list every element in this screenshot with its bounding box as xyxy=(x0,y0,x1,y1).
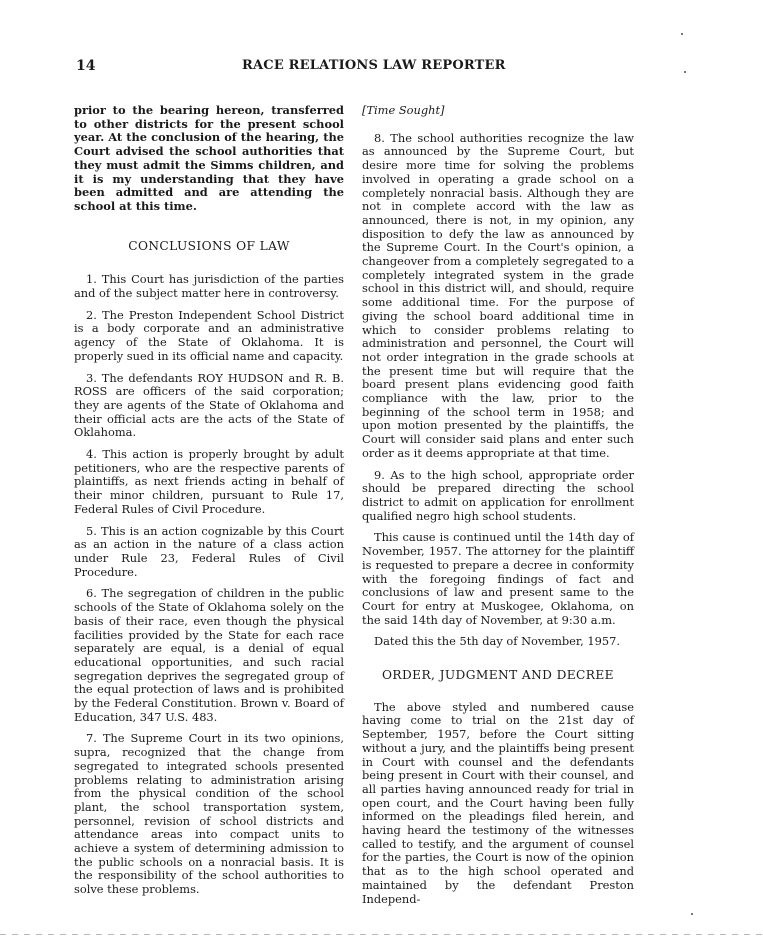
page-number: 14 xyxy=(76,58,96,74)
body-paragraph: 9. As to the high school, appropriate order should be prepared directing the school district to admit on application for enrollment qualified negro high school students. xyxy=(362,467,634,523)
scan-edge-rule xyxy=(0,934,763,935)
intro-paragraph: prior to the bearing hereon, transferred to other districts for the present school year. At the conclusion of the hearing, the Court advised the school authorities that they must admit the Simms children, and it is my understanding that they have been admitted and are attending the school at this time. xyxy=(74,103,344,213)
section-subhead: [Time Sought] xyxy=(362,103,445,117)
conclusion-paragraph: 5. This is an action cognizable by this Court as an action in the nature of a class action under Rule 23, Federal Rules of Civil Procedure. xyxy=(74,523,344,579)
conclusion-paragraph: 6. The segregation of children in the public schools of the State of Oklahoma solely on the basis of their race, even though the physical facilities provided by the State for each race separately are equal, is a denial of equal educational opportunities, and such racial segregation deprives the segregated group of the equal protection of laws and is prohibited by the Federal Constitution. Brown v. Board of Education, 347 U.S. 483. xyxy=(74,586,344,724)
scan-speck xyxy=(691,913,693,915)
body-paragraph: 8. The school authorities recognize the law as announced by the Supreme Court, but desire more time for solving the problems involved in operating a grade school on a completely nonracial basis. Although they are not in complete accord with the law as announced, there is not, in my opinion, any disposition to defy the law as announced by the Supreme Court. In the Court's opinion, a changeover from a completely segregated to a completely integrated system in the grade school in this district will, and should, require some additional time. For the purpose of giving the school board additional time in which to consider problems relating to administration and personnel, the Court will not order integration in the grade schools at the present time but will require that the board present plans evidencing good faith compliance with the law, prior to the beginning of the school term in 1958; and upon motion presented by the plaintiffs, the Court will consider said plans and enter such order as it deems appropriate at that time. xyxy=(362,130,634,460)
right-column xyxy=(362,104,634,914)
running-head: RACE RELATIONS LAW REPORTER xyxy=(242,58,506,73)
conclusion-paragraph: 3. The defendants ROY HUDSON and R. B. ROSS are officers of the said corporation; they are agents of the State of Oklahoma and their official acts are the acts of the State of Oklahoma. xyxy=(74,370,344,440)
conclusions-heading: CONCLUSIONS OF LAW xyxy=(128,238,290,253)
dated-line: Dated this the 5th day of November, 1957. xyxy=(374,634,620,649)
conclusion-paragraph: 4. This action is properly brought by adult petitioners, who are the respective parents of plaintiffs, as next friends acting in behalf of their minor children, pursuant to Rule 17, Federal Rules of Civil Procedure. xyxy=(74,447,344,516)
body-paragraph: This cause is continued until the 14th day of November, 1957. The attorney for the plaintiff is requested to prepare a decree in conformity with the foregoing findings of fact and conclusions of law and present same to the Court for entry at Muskogee, Oklahoma, on the said 14th day of November, at 9:30 a.m. xyxy=(362,530,634,627)
scan-speck xyxy=(684,71,686,73)
order-paragraph: The above styled and numbered cause having come to trial on the 21st day of September, 1957, before the Court sitting without a jury, and the plaintiffs being present in Court with counsel and the defendants being present in Court with their counsel, and all parties having announced ready for trial in open court, and the Court having been fully informed on the pleadings filed herein, and having heard the testimony of the witnesses called to testify, and the argument of counsel for the parties, the Court is now of the opinion that as to the high school operated and maintained by the defendant Preston Independ- xyxy=(362,699,634,906)
conclusion-paragraph: 2. The Preston Independent School District is a body corporate and an administrative agency of the State of Oklahoma. It is properly sued in its official name and capacity. xyxy=(74,307,344,363)
scan-speck xyxy=(681,33,683,35)
order-heading: ORDER, JUDGMENT AND DECREE xyxy=(382,668,614,683)
page-header xyxy=(76,58,656,80)
left-column xyxy=(74,104,344,905)
conclusion-paragraph: 7. The Supreme Court in its two opinions, supra, recognized that the change from segregated to integrated schools presented problems relating to administration arising from the physical condition of the school plant, the school transportation system, personnel, revision of school districts and attendance areas into compact units to achieve a system of determining admission to the public schools on a nonracial basis. It is the responsibility of the school authorities to solve these problems. xyxy=(74,731,344,897)
conclusion-paragraph: 1. This Court has jurisdiction of the parties and of the subject matter here in controversy. xyxy=(74,272,344,301)
